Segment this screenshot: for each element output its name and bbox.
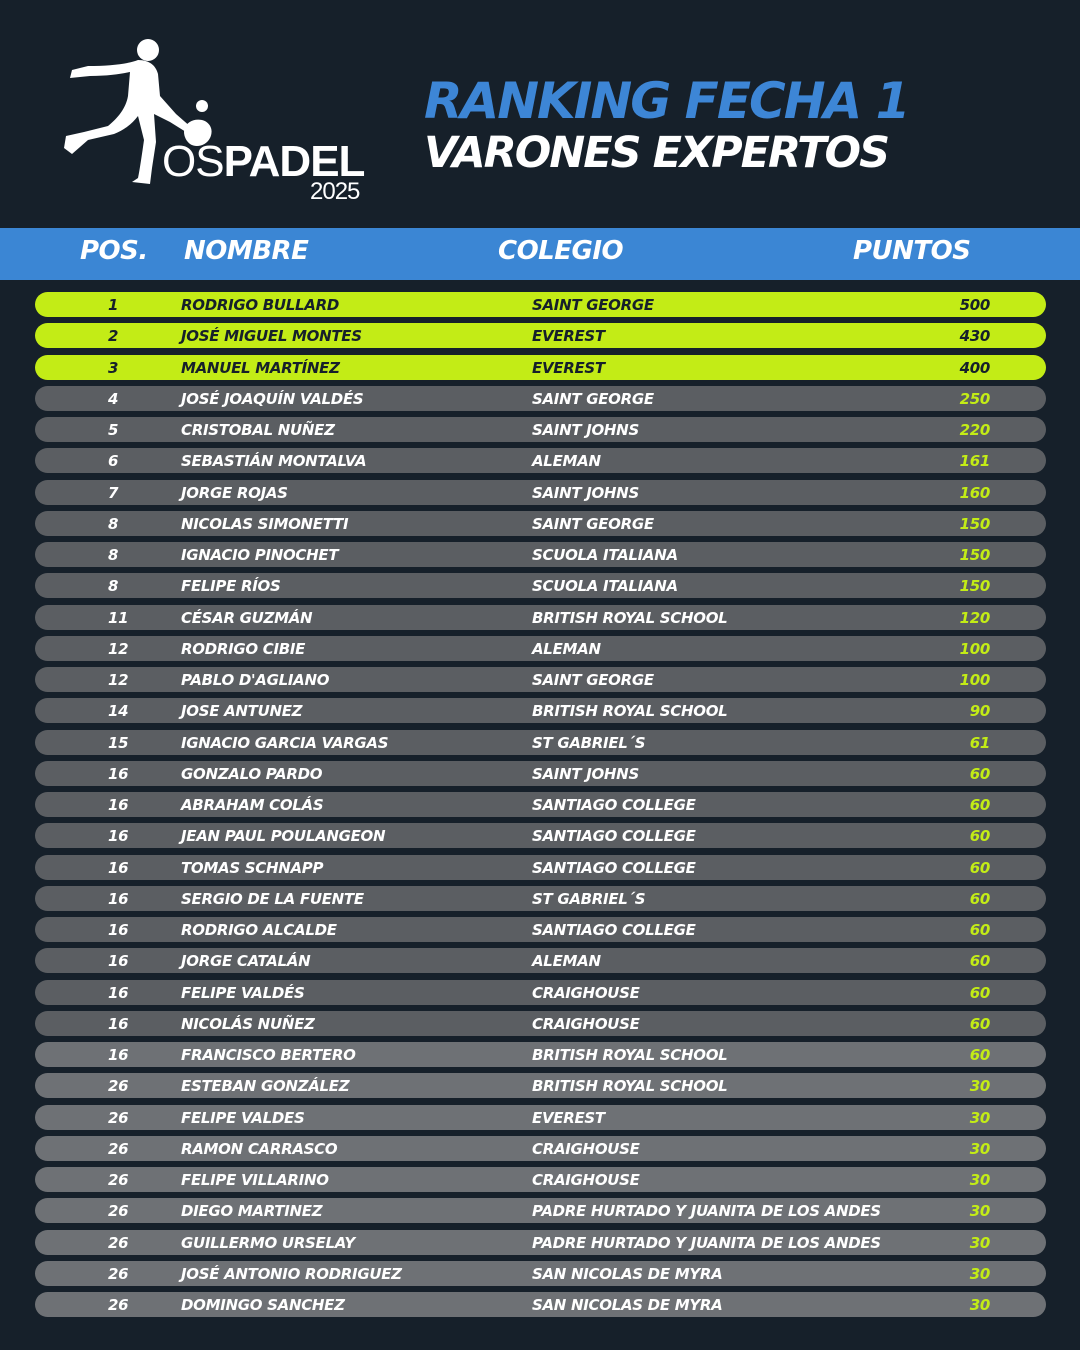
name-cell: IGNACIO GARCIA VARGAS [181, 733, 389, 752]
points-cell: 400 [959, 358, 990, 377]
points-cell: 60 [969, 952, 990, 971]
rank-cell: 26 [108, 1171, 129, 1189]
points-cell: 60 [969, 983, 990, 1002]
name-cell: JOSÉ JOAQUÍN VALDÉS [181, 389, 364, 408]
points-cell: 90 [969, 702, 990, 721]
rank-cell: 15 [108, 733, 129, 752]
school-cell: CRAIGHOUSE [532, 1139, 640, 1158]
name-cell: IGNACIO PINOCHET [181, 546, 339, 564]
points-cell: 30 [969, 1264, 990, 1283]
points-cell: 30 [969, 1296, 990, 1314]
points-cell: 150 [959, 514, 990, 533]
table-row [35, 573, 1046, 598]
table-row [35, 1105, 1046, 1130]
table-row [35, 948, 1046, 973]
points-cell: 61 [969, 733, 990, 752]
name-cell: TOMAS SCHNAPP [181, 858, 324, 877]
points-cell: 120 [959, 608, 990, 627]
school-cell: BRITISH ROYAL SCHOOL [532, 702, 728, 721]
name-cell: JEAN PAUL POULANGEON [181, 827, 386, 846]
school-cell: SANTIAGO COLLEGE [532, 921, 696, 939]
name-cell: SEBASTIÁN MONTALVA [181, 452, 367, 471]
points-cell: 60 [969, 889, 990, 908]
rank-cell: 26 [108, 1202, 129, 1221]
rank-cell: 26 [108, 1077, 129, 1096]
points-cell: 220 [959, 421, 990, 439]
name-cell: DOMINGO SANCHEZ [181, 1296, 345, 1314]
header-points: PUNTOS [853, 236, 971, 266]
school-cell: CRAIGHOUSE [532, 1171, 640, 1189]
rank-cell: 16 [108, 921, 129, 939]
table-row [35, 855, 1046, 880]
points-cell: 60 [969, 921, 990, 939]
rank-cell: 16 [108, 1046, 129, 1064]
school-cell: ALEMAN [532, 952, 601, 971]
rank-cell: 16 [108, 889, 129, 908]
school-cell: EVEREST [532, 1108, 605, 1127]
points-cell: 430 [959, 327, 990, 346]
rank-cell: 12 [108, 639, 129, 658]
points-cell: 30 [969, 1233, 990, 1252]
school-cell: SANTIAGO COLLEGE [532, 858, 696, 877]
name-cell: ESTEBAN GONZÁLEZ [181, 1077, 350, 1096]
table-row [35, 605, 1046, 630]
table-row [35, 386, 1046, 411]
points-cell: 250 [959, 389, 990, 408]
table-row [35, 1230, 1046, 1255]
school-cell: BRITISH ROYAL SCHOOL [532, 1046, 728, 1064]
points-cell: 60 [969, 858, 990, 877]
rank-cell: 12 [108, 671, 129, 689]
table-row [35, 1042, 1046, 1067]
table-row [35, 417, 1046, 442]
name-cell: JOSÉ MIGUEL MONTES [181, 327, 362, 346]
rank-cell: 26 [108, 1296, 129, 1314]
name-cell: CÉSAR GUZMÁN [181, 608, 313, 627]
school-cell: ALEMAN [532, 639, 601, 658]
school-cell: ALEMAN [532, 452, 601, 471]
school-cell: EVEREST [532, 327, 605, 346]
table-row [35, 1292, 1046, 1317]
rank-cell: 2 [108, 327, 119, 346]
name-cell: JORGE ROJAS [181, 483, 288, 502]
table-row [35, 511, 1046, 536]
table-row [35, 886, 1046, 911]
points-cell: 100 [959, 671, 990, 689]
school-cell: CRAIGHOUSE [532, 1014, 640, 1033]
rank-cell: 26 [108, 1139, 129, 1158]
name-cell: FELIPE RÍOS [181, 577, 281, 596]
logo-padel: PADEL [223, 137, 365, 186]
name-cell: RODRIGO CIBIE [181, 639, 306, 658]
table-row [35, 1073, 1046, 1098]
logo-year: 2025 [310, 178, 360, 205]
rank-cell: 14 [108, 702, 129, 721]
page-title: RANKING FECHA 1 [424, 72, 909, 130]
table-row [35, 636, 1046, 661]
rank-cell: 5 [108, 421, 119, 439]
points-cell: 150 [959, 546, 990, 564]
name-cell: JOSÉ ANTONIO RODRIGUEZ [181, 1264, 402, 1283]
school-cell: PADRE HURTADO Y JUANITA DE LOS ANDES [532, 1233, 881, 1252]
rank-cell: 26 [108, 1233, 129, 1252]
name-cell: GONZALO PARDO [181, 764, 323, 783]
name-cell: JOSE ANTUNEZ [181, 702, 303, 721]
rank-cell: 16 [108, 1014, 129, 1033]
name-cell: FELIPE VALDÉS [181, 983, 305, 1002]
points-cell: 60 [969, 1014, 990, 1033]
rank-cell: 16 [108, 827, 129, 846]
rank-cell: 4 [108, 389, 119, 408]
table-row [35, 1011, 1046, 1036]
rank-cell: 16 [108, 796, 129, 814]
rank-cell: 16 [108, 764, 129, 783]
name-cell: ABRAHAM COLÁS [181, 796, 324, 814]
table-row [35, 823, 1046, 848]
table-row [35, 480, 1046, 505]
points-cell: 60 [969, 1046, 990, 1064]
header-name: NOMBRE [184, 236, 309, 266]
school-cell: EVEREST [532, 358, 605, 377]
name-cell: CRISTOBAL NUÑEZ [181, 421, 335, 439]
points-cell: 30 [969, 1202, 990, 1221]
name-cell: FRANCISCO BERTERO [181, 1046, 356, 1064]
school-cell: SAN NICOLAS DE MYRA [532, 1264, 723, 1283]
table-row [35, 698, 1046, 723]
rank-cell: 11 [108, 608, 129, 627]
points-cell: 30 [969, 1139, 990, 1158]
points-cell: 60 [969, 827, 990, 846]
rank-cell: 16 [108, 858, 129, 877]
name-cell: RODRIGO ALCALDE [181, 921, 337, 939]
name-cell: SERGIO DE LA FUENTE [181, 889, 364, 908]
school-cell: SAINT GEORGE [532, 389, 654, 408]
table-row [35, 1167, 1046, 1192]
rank-cell: 26 [108, 1264, 129, 1283]
points-cell: 161 [959, 452, 990, 471]
school-cell: SAINT GEORGE [532, 671, 654, 689]
school-cell: ST GABRIEL´S [532, 889, 646, 908]
table-row [35, 730, 1046, 755]
table-row [35, 1136, 1046, 1161]
name-cell: JORGE CATALÁN [181, 952, 311, 971]
points-cell: 30 [969, 1171, 990, 1189]
name-cell: NICOLAS SIMONETTI [181, 514, 349, 533]
table-row [35, 355, 1046, 380]
school-cell: SAINT GEORGE [532, 296, 654, 314]
table-row [35, 542, 1046, 567]
points-cell: 60 [969, 764, 990, 783]
points-cell: 100 [959, 639, 990, 658]
school-cell: SANTIAGO COLLEGE [532, 827, 696, 846]
school-cell: SCUOLA ITALIANA [532, 577, 678, 596]
school-cell: SAN NICOLAS DE MYRA [532, 1296, 723, 1314]
ranking-table [35, 292, 1046, 1323]
header-pos: POS. [80, 236, 148, 266]
points-cell: 160 [959, 483, 990, 502]
name-cell: RODRIGO BULLARD [181, 296, 340, 314]
table-row [35, 448, 1046, 473]
table-row [35, 917, 1046, 942]
points-cell: 30 [969, 1108, 990, 1127]
table-row [35, 292, 1046, 317]
school-cell: CRAIGHOUSE [532, 983, 640, 1002]
points-cell: 500 [959, 296, 990, 314]
table-row [35, 980, 1046, 1005]
points-cell: 30 [969, 1077, 990, 1096]
rank-cell: 8 [108, 577, 119, 596]
school-cell: ST GABRIEL´S [532, 733, 646, 752]
logo-os: OS [162, 137, 224, 186]
ospadel-logo [58, 36, 378, 206]
school-cell: SAINT JOHNS [532, 483, 639, 502]
name-cell: DIEGO MARTINEZ [181, 1202, 323, 1221]
table-row [35, 323, 1046, 348]
school-cell: SCUOLA ITALIANA [532, 546, 678, 564]
table-row [35, 667, 1046, 692]
rank-cell: 3 [108, 358, 119, 377]
table-row [35, 1198, 1046, 1223]
points-cell: 60 [969, 796, 990, 814]
rank-cell: 8 [108, 514, 119, 533]
rank-cell: 16 [108, 952, 129, 971]
rank-cell: 1 [108, 296, 119, 314]
school-cell: SAINT JOHNS [532, 421, 639, 439]
name-cell: FELIPE VILLARINO [181, 1171, 329, 1189]
school-cell: SAINT JOHNS [532, 764, 639, 783]
name-cell: FELIPE VALDES [181, 1108, 305, 1127]
name-cell: PABLO D'AGLIANO [181, 671, 330, 689]
school-cell: BRITISH ROYAL SCHOOL [532, 1077, 728, 1096]
school-cell: SAINT GEORGE [532, 514, 654, 533]
rank-cell: 16 [108, 983, 129, 1002]
name-cell: MANUEL MARTÍNEZ [181, 358, 340, 377]
points-cell: 150 [959, 577, 990, 596]
school-cell: PADRE HURTADO Y JUANITA DE LOS ANDES [532, 1202, 881, 1221]
school-cell: BRITISH ROYAL SCHOOL [532, 608, 728, 627]
page-subtitle: VARONES EXPERTOS [424, 128, 889, 178]
school-cell: SANTIAGO COLLEGE [532, 796, 696, 814]
rank-cell: 6 [108, 452, 119, 471]
table-row [35, 792, 1046, 817]
rank-cell: 26 [108, 1108, 129, 1127]
name-cell: RAMON CARRASCO [181, 1139, 338, 1158]
rank-cell: 8 [108, 546, 119, 564]
table-row [35, 1261, 1046, 1286]
header-school: COLEGIO [498, 236, 624, 266]
table-row [35, 761, 1046, 786]
rank-cell: 7 [108, 483, 119, 502]
name-cell: NICOLÁS NUÑEZ [181, 1014, 315, 1033]
name-cell: GUILLERMO URSELAY [181, 1233, 355, 1252]
